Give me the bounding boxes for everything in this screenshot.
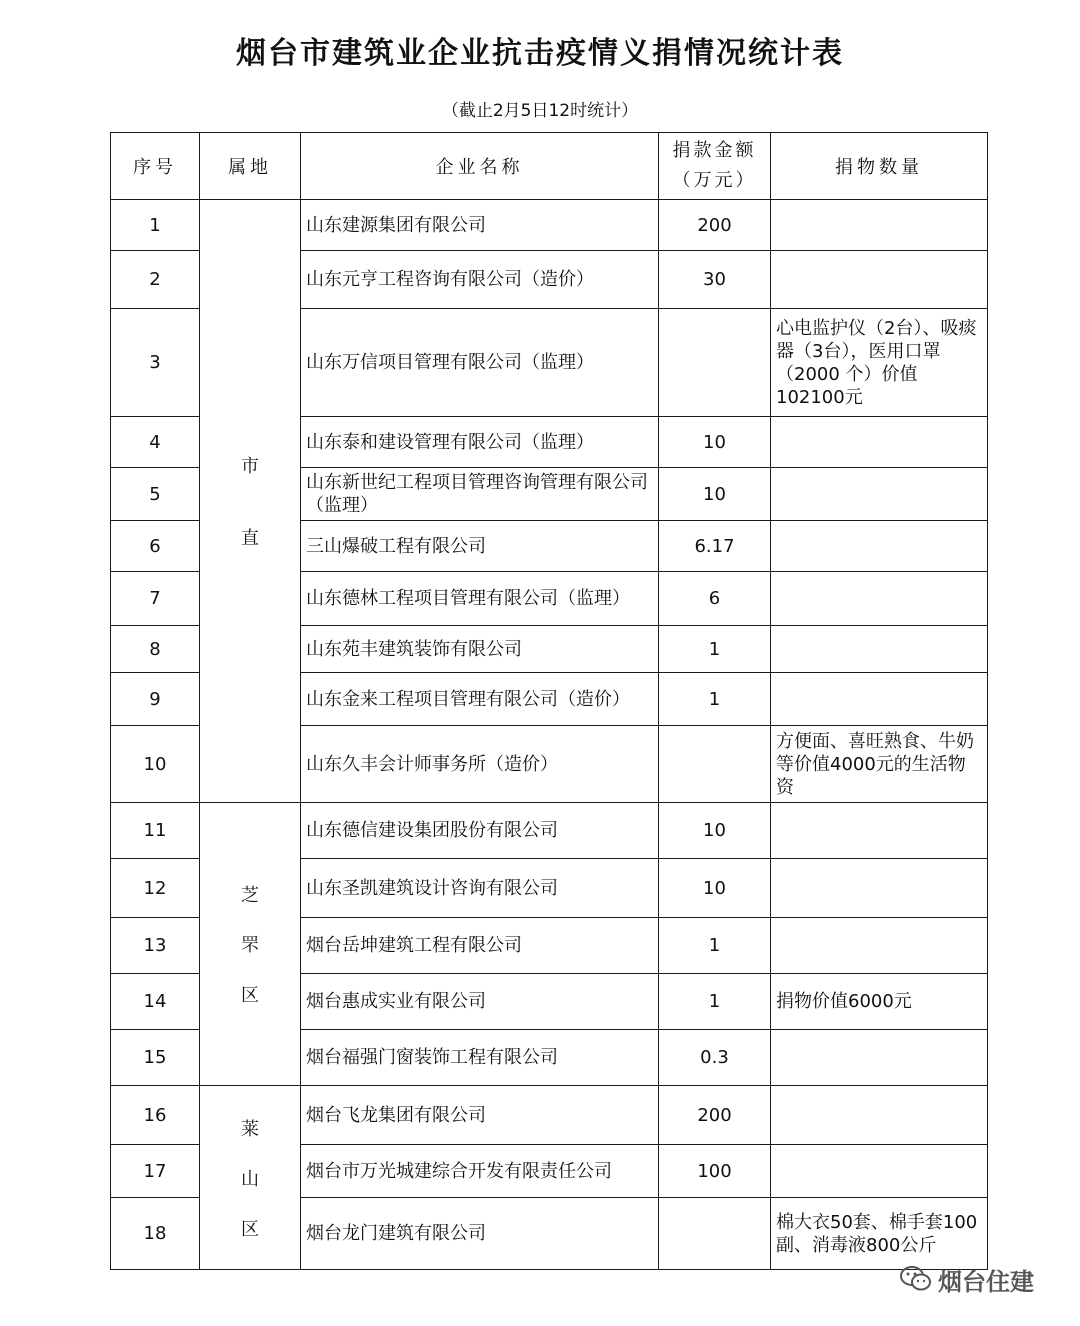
table-header-row bbox=[111, 133, 988, 200]
row-seq: 3 bbox=[111, 309, 200, 417]
row-company: 山东万信项目管理有限公司（监理） bbox=[301, 309, 659, 417]
row-items: 棉大衣50套、棉手套100副、消毒液800公斤 bbox=[771, 1198, 988, 1270]
row-seq: 14 bbox=[111, 974, 200, 1030]
row-company: 山东德林工程项目管理有限公司（监理） bbox=[301, 572, 659, 626]
row-items bbox=[771, 803, 988, 859]
row-company: 烟台飞龙集团有限公司 bbox=[301, 1086, 659, 1145]
row-items bbox=[771, 1086, 988, 1145]
header-location: 属地 bbox=[200, 133, 301, 200]
row-items bbox=[771, 251, 988, 309]
row-seq: 12 bbox=[111, 859, 200, 918]
region-cell bbox=[200, 200, 301, 803]
row-company: 烟台惠成实业有限公司 bbox=[301, 974, 659, 1030]
row-amount: 0.3 bbox=[659, 1030, 771, 1086]
row-seq: 13 bbox=[111, 918, 200, 974]
row-items bbox=[771, 417, 988, 468]
row-items bbox=[771, 468, 988, 521]
row-company: 山东元亨工程咨询有限公司（造价） bbox=[301, 251, 659, 309]
row-amount: 200 bbox=[659, 200, 771, 251]
row-amount: 1 bbox=[659, 626, 771, 673]
row-amount: 1 bbox=[659, 974, 771, 1030]
row-company: 三山爆破工程有限公司 bbox=[301, 521, 659, 572]
row-seq: 4 bbox=[111, 417, 200, 468]
row-amount: 30 bbox=[659, 251, 771, 309]
row-items bbox=[771, 626, 988, 673]
row-seq: 17 bbox=[111, 1145, 200, 1198]
row-seq: 6 bbox=[111, 521, 200, 572]
row-amount: 200 bbox=[659, 1086, 771, 1145]
wechat-icon bbox=[900, 1265, 932, 1293]
row-company: 山东泰和建设管理有限公司（监理） bbox=[301, 417, 659, 468]
row-seq: 11 bbox=[111, 803, 200, 859]
row-seq: 5 bbox=[111, 468, 200, 521]
region-char: 市 bbox=[241, 456, 259, 477]
region-char: 山 bbox=[241, 1168, 259, 1190]
row-items bbox=[771, 521, 988, 572]
row-items: 捐物价值6000元 bbox=[771, 974, 988, 1030]
header-items: 捐物数量 bbox=[771, 133, 988, 200]
row-company: 烟台龙门建筑有限公司 bbox=[301, 1198, 659, 1270]
watermark-text: 烟台住建 bbox=[938, 1267, 1034, 1296]
row-seq: 16 bbox=[111, 1086, 200, 1145]
row-amount: 100 bbox=[659, 1145, 771, 1198]
header-company: 企业名称 bbox=[301, 133, 659, 200]
table-row bbox=[111, 200, 988, 251]
document-title: 烟台市建筑业企业抗击疫情义捐情况统计表 bbox=[236, 36, 844, 71]
row-company: 烟台福强门窗装饰工程有限公司 bbox=[301, 1030, 659, 1086]
row-items bbox=[771, 572, 988, 626]
row-amount bbox=[659, 309, 771, 417]
row-seq: 2 bbox=[111, 251, 200, 309]
region-char: 区 bbox=[241, 1218, 259, 1240]
row-amount: 6.17 bbox=[659, 521, 771, 572]
region-cell bbox=[200, 1086, 301, 1270]
row-company: 山东圣凯建筑设计咨询有限公司 bbox=[301, 859, 659, 918]
row-items bbox=[771, 918, 988, 974]
row-seq: 7 bbox=[111, 572, 200, 626]
row-company: 山东建源集团有限公司 bbox=[301, 200, 659, 251]
header-amount-line2: （万元） bbox=[672, 170, 757, 191]
header-amount bbox=[659, 133, 771, 200]
region-cell bbox=[200, 803, 301, 1086]
row-amount bbox=[659, 1198, 771, 1270]
row-amount: 10 bbox=[659, 417, 771, 468]
row-items bbox=[771, 673, 988, 726]
watermark bbox=[900, 1262, 1034, 1296]
row-amount: 1 bbox=[659, 918, 771, 974]
region-char: 直 bbox=[241, 528, 259, 549]
row-amount: 10 bbox=[659, 468, 771, 521]
row-seq: 10 bbox=[111, 726, 200, 803]
row-amount bbox=[659, 726, 771, 803]
header-seq: 序号 bbox=[111, 133, 200, 200]
row-seq: 15 bbox=[111, 1030, 200, 1086]
row-amount: 10 bbox=[659, 859, 771, 918]
row-amount: 1 bbox=[659, 673, 771, 726]
row-items bbox=[771, 859, 988, 918]
row-seq: 8 bbox=[111, 626, 200, 673]
row-seq: 9 bbox=[111, 673, 200, 726]
table-row bbox=[111, 803, 988, 859]
donation-table bbox=[110, 132, 988, 1270]
row-items: 心电监护仪（2台）、吸痰器（3台），医用口罩（2000 个）价值102100元 bbox=[771, 309, 988, 417]
row-company: 山东德信建设集团股份有限公司 bbox=[301, 803, 659, 859]
row-items: 方便面、喜旺熟食、牛奶等价值4000元的生活物资 bbox=[771, 726, 988, 803]
row-company: 山东金来工程项目管理有限公司（造价） bbox=[301, 673, 659, 726]
row-items bbox=[771, 1145, 988, 1198]
row-seq: 1 bbox=[111, 200, 200, 251]
region-char: 区 bbox=[241, 985, 259, 1006]
row-seq: 18 bbox=[111, 1198, 200, 1270]
row-items bbox=[771, 200, 988, 251]
row-amount: 10 bbox=[659, 803, 771, 859]
row-amount: 6 bbox=[659, 572, 771, 626]
row-company: 山东苑丰建筑装饰有限公司 bbox=[301, 626, 659, 673]
table-body bbox=[111, 200, 988, 1270]
row-company: 山东新世纪工程项目管理咨询管理有限公司（监理） bbox=[301, 468, 659, 521]
region-char: 芝 bbox=[241, 885, 259, 906]
region-char: 莱 bbox=[241, 1118, 259, 1140]
header-amount-line1: 捐款金额 bbox=[672, 140, 757, 161]
row-company: 烟台岳坤建筑工程有限公司 bbox=[301, 918, 659, 974]
row-items bbox=[771, 1030, 988, 1086]
row-company: 烟台市万光城建综合开发有限责任公司 bbox=[301, 1145, 659, 1198]
region-char: 罘 bbox=[241, 935, 259, 956]
document-subtitle: （截止2月5日12时统计） bbox=[441, 101, 639, 121]
row-company: 山东久丰会计师事务所（造价） bbox=[301, 726, 659, 803]
table-row bbox=[111, 1086, 988, 1145]
